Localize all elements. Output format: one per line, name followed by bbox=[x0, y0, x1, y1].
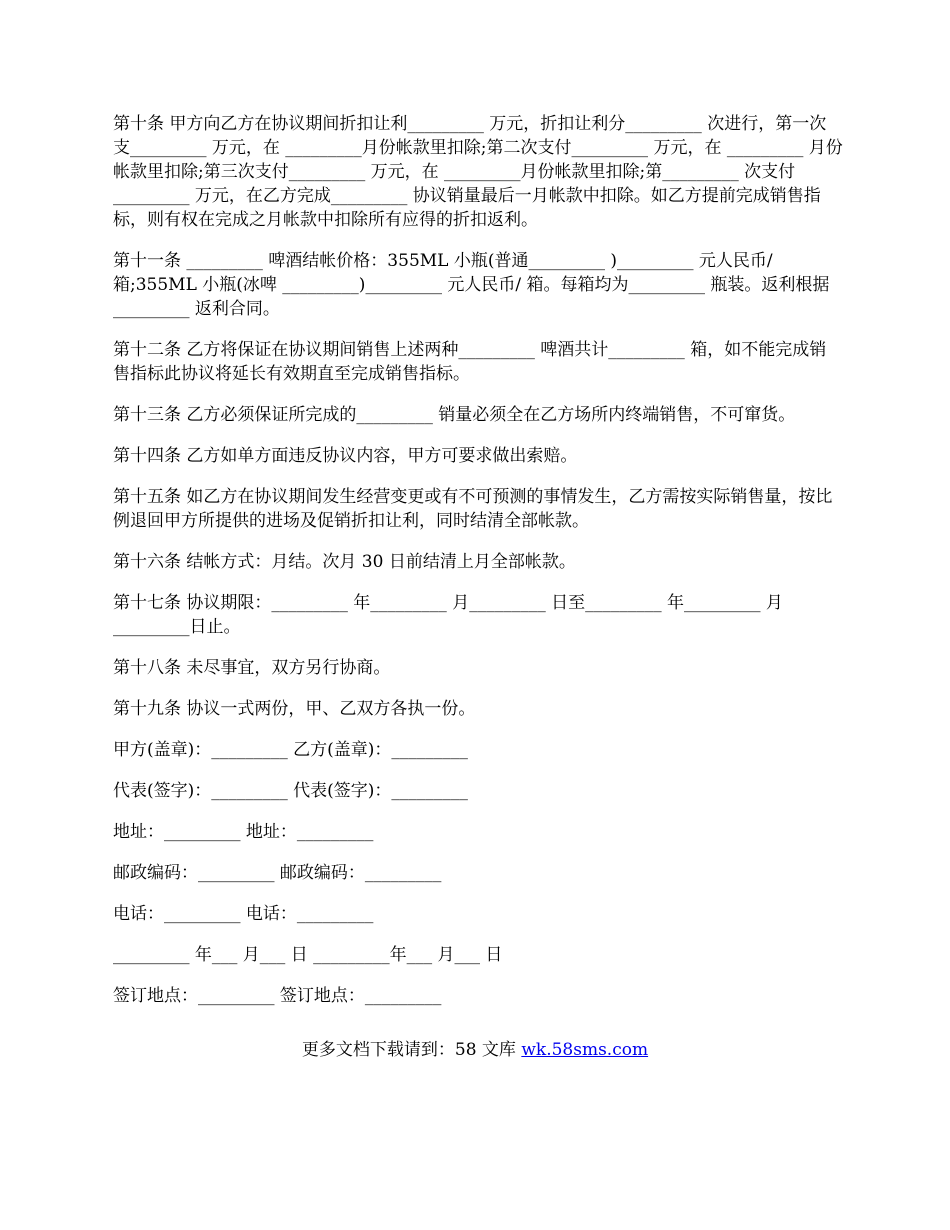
article-15: 第十五条 如乙方在协议期间发生经营变更或有不可预测的事情发生，乙方需按实际销售量，按比例退回甲方所提供的进场及促销折扣让利，同时结清全部帐款。 bbox=[113, 487, 833, 531]
postal-code-line: 邮政编码：_________ 邮政编码：_________ bbox=[113, 863, 442, 883]
article-18: 第十八条 未尽事宜，双方另行协商。 bbox=[113, 658, 391, 678]
article-13: 第十三条 乙方必须保证所完成的_________ 销量必须全在乙方场所内终端销售，不可窜货。 bbox=[113, 405, 796, 425]
article-19: 第十九条 协议一式两份，甲、乙双方各执一份。 bbox=[113, 699, 476, 719]
article-14: 第十四条 乙方如单方面违反协议内容，甲方可要求做出索赔。 bbox=[113, 446, 578, 466]
signing-place-line: 签订地点：_________ 签订地点：_________ bbox=[113, 986, 442, 1006]
article-10: 第十条 甲方向乙方在协议期间折扣让利_________ 万元，折扣让利分_________ 次进行，第一次支_________ 万元，在 _________月份帐款里扣除;第二次支付_________ 万元，在 _________ 月份帐款里扣除;第三次支付_________ 万元，在 _________月份帐款里扣除;第_________ 次支付_________ 万元，在乙方完成_________ 协议销量最后一月帐款中扣除。如乙方提前完成销售指标，则有权在完成之月帐款中扣除所有应得的折扣返利。 bbox=[113, 114, 843, 230]
article-16: 第十六条 结帐方式：月结。次月 30 日前结清上月全部帐款。 bbox=[113, 552, 576, 572]
address-line: 地址：_________ 地址：_________ bbox=[113, 822, 374, 842]
footer-text: 更多文档下载请到：58 文库 bbox=[301, 1040, 522, 1060]
article-12: 第十二条 乙方将保证在协议期间销售上述两种_________ 啤酒共计_________ 箱，如不能完成销售指标此协议将延长有效期直至完成销售指标。 bbox=[113, 340, 827, 384]
article-17: 第十七条 协议期限：_________ 年_________ 月_________ 日至_________ 年_________ 月 _________日止。 bbox=[113, 593, 789, 637]
document-body bbox=[113, 112, 843, 1025]
article-11: 第十一条 _________ 啤酒结帐价格：355ML 小瓶(普通_________ )_________ 元人民币/ 箱;355ML 小瓶(冰啤 _________)_________ 元人民币/ 箱。每箱均为_________ 瓶装。返利根据_________ 返利合同。 bbox=[113, 251, 830, 319]
footer-link[interactable]: wk.58sms.com bbox=[521, 1040, 649, 1060]
party-seal-line: 甲方(盖章)：_________ 乙方(盖章)：_________ bbox=[113, 740, 468, 760]
representative-signature-line: 代表(签字)：_________ 代表(签字)：_________ bbox=[113, 781, 468, 801]
footer bbox=[0, 1038, 950, 1062]
phone-line: 电话：_________ 电话：_________ bbox=[113, 904, 374, 924]
date-line: _________ 年___ 月___ 日 _________年___ 月___ 日 bbox=[113, 945, 503, 965]
